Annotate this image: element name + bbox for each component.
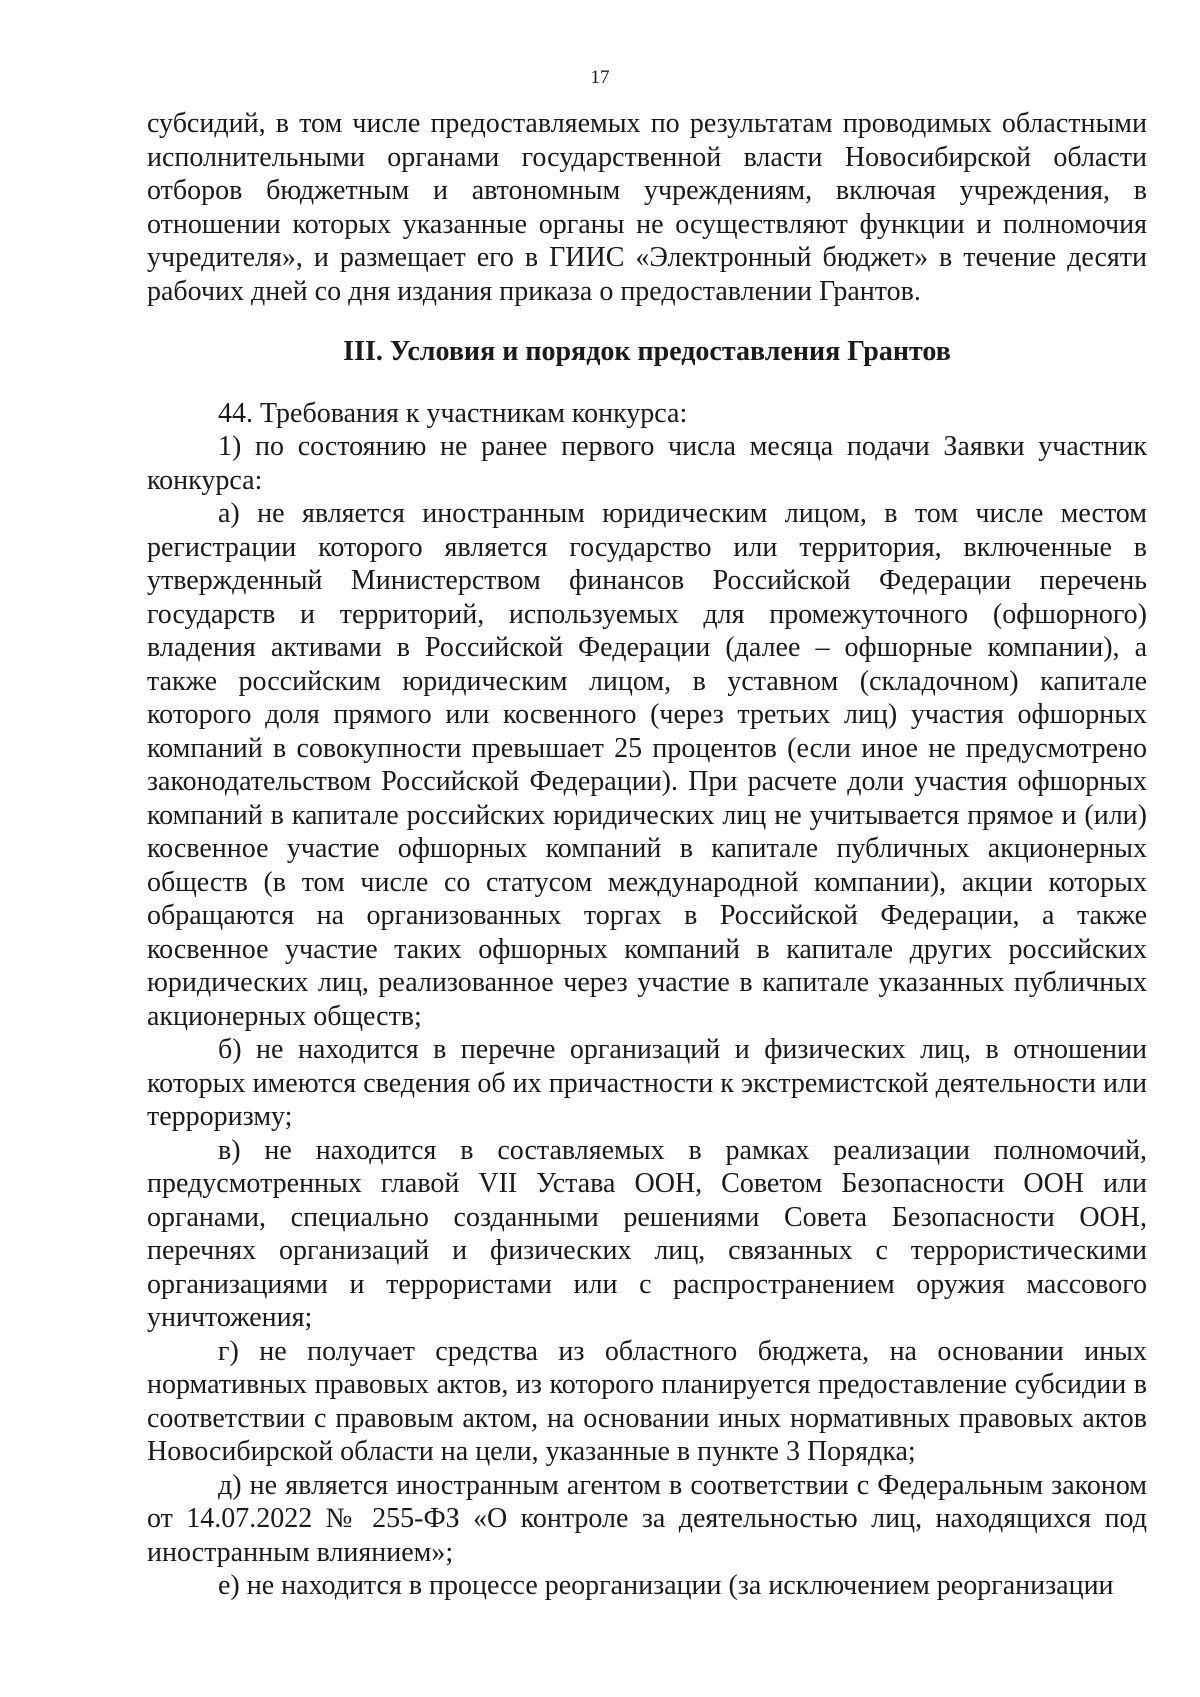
paragraph-item-44: 44. Требования к участникам конкурса: (218, 397, 688, 429)
paragraph-subitem-e: е) не находится в процессе реорганизации (за исключением реорганизации (218, 1570, 1114, 1601)
paragraph-subitem-a: а) не является иностранным юридическим лицом, в том числе местом регистрации которого является государство или территория, включенные в утвержденный Министерством финансов Российской Федерации перечень государств и территорий, используемых для промежуточного (офшорного) владения активами в Российской Федерации (далее – офшорные компании), а также российским юридическим лицом, в уставном (складочном) капитале которого доля прямого или косвенного (через третьих лиц) участия офшорных компаний в совокупности превышает 25 процентов (если иное не предусмотрено законодательством Российской Федерации). При расчете доли участия офшорных компаний в капитале российских юридических лиц не учитывается прямое и (или) косвенное участие офшорных компаний в капитале публичных акционерных обществ (в том числе со статусом международной компании), акции которых обращаются на организованных торгах в Российской Федерации, а также косвенное участие таких офшорных компаний в капитале других российских юридических лиц, реализованное через участие в капитале указанных публичных акционерных обществ; (147, 498, 1147, 1032)
document-body (147, 107, 1147, 1603)
intro-paragraph: субсидий, в том числе предоставляемых по результатам проводимых областными исполнительными органами государственной власти Новосибирской области отборов бюджетным и автономным учреждениям, включая учреждения, в отношении которых указанные органы не осуществляют функции и полномочия учредителя», и размещает его в ГИИС «Электронный бюджет» в течение десяти рабочих дней со дня издания приказа о предоставлении Грантов. (147, 108, 1147, 307)
paragraph-subitem-v: в) не находится в составляемых в рамках реализации полномочий, предусмотренных главой VII Устава ООН, Советом Безопасности ООН или органами, специально созданными решениями Совета Безопасности ООН, перечнях организаций и физических лиц, связанных с террористическими организациями и террористами или с распространением оружия массового уничтожения; (147, 1134, 1147, 1333)
paragraph-subitem-g: г) не получает средства из областного бюджета, на основании иных нормативных правовых актов, из которого планируется предоставление субсидии в соответствии с правовым актом, на основании иных нормативных правовых актов Новосибирской области на цели, указанные в пункте 3 Порядка; (147, 1335, 1147, 1467)
paragraph-subitem-1: 1) по состоянию не ранее первого числа месяца подачи Заявки участник конкурса: (147, 431, 1147, 496)
section-heading: III. Условия и порядок предоставления Грантов (343, 336, 951, 367)
paragraph-subitem-b: б) не находится в перечне организаций и физических лиц, в отношении которых имеются сведения об их причастности к экстремистской деятельности или терроризму; (147, 1034, 1147, 1132)
page-number: 17 (590, 67, 610, 88)
paragraph-subitem-d: д) не является иностранным агентом в соответствии с Федеральным законом от 14.07.2022 № 255-ФЗ «О контроле за деятельностью лиц, находящихся под иностранным влиянием»; (147, 1469, 1147, 1568)
